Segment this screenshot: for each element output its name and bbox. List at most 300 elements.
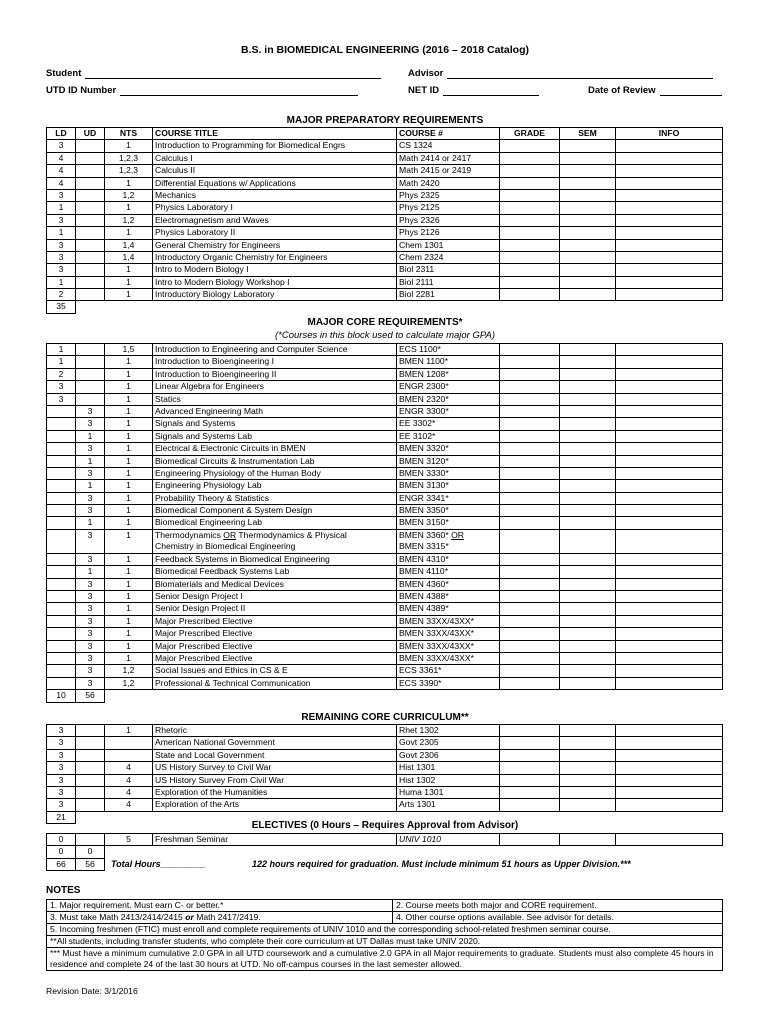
sem-cell[interactable] [560, 393, 616, 405]
grade-cell[interactable] [500, 517, 560, 529]
sem-cell[interactable] [560, 553, 616, 565]
info-cell[interactable] [616, 430, 723, 442]
sem-cell[interactable] [560, 603, 616, 615]
grade-cell[interactable] [500, 834, 560, 846]
nts-cell: 5 [105, 834, 153, 846]
thermo-course-b: BMEN 3315* [399, 540, 449, 551]
advisor-field[interactable] [408, 68, 713, 79]
sem-cell[interactable] [560, 165, 616, 177]
grade-cell[interactable] [500, 189, 560, 201]
grade-cell[interactable] [500, 344, 560, 356]
info-cell[interactable] [616, 529, 723, 553]
ld-cell [47, 443, 76, 455]
nts-cell: 1 [105, 418, 153, 430]
grade-cell[interactable] [500, 652, 560, 664]
sem-cell[interactable] [560, 344, 616, 356]
grade-cell[interactable] [500, 677, 560, 689]
ud-total-cell [76, 301, 105, 313]
info-cell[interactable] [616, 725, 723, 737]
grade-cell[interactable] [500, 467, 560, 479]
sem-cell[interactable] [560, 443, 616, 455]
grade-cell[interactable] [500, 505, 560, 517]
course-title-cell: Introduction to Engineering and Computer Science [153, 344, 397, 356]
info-cell[interactable] [616, 368, 723, 380]
grade-cell[interactable] [500, 603, 560, 615]
grade-cell[interactable] [500, 455, 560, 467]
advisor-label: Advisor [408, 68, 444, 79]
info-cell[interactable] [616, 615, 723, 627]
course-row [47, 799, 723, 811]
sem-header: SEM [560, 128, 616, 140]
grade-cell[interactable] [500, 165, 560, 177]
info-cell[interactable] [616, 381, 723, 393]
ud-cell [76, 725, 105, 737]
sem-cell[interactable] [560, 737, 616, 749]
grade-cell[interactable] [500, 251, 560, 263]
sem-cell[interactable] [560, 665, 616, 677]
info-cell[interactable] [616, 405, 723, 417]
sem-cell[interactable] [560, 677, 616, 689]
course-number-cell: BMEN 3330* [397, 467, 500, 479]
thermo-title-line2: Chemistry in Biomedical Engineering [155, 540, 296, 551]
ld-cell: 1 [47, 356, 76, 368]
course-number-cell: Biol 2111 [397, 276, 500, 288]
nts-cell: 1 [105, 455, 153, 467]
grade-cell[interactable] [500, 264, 560, 276]
info-cell[interactable] [616, 356, 723, 368]
total-row [47, 690, 723, 702]
sem-cell[interactable] [560, 276, 616, 288]
info-cell[interactable] [616, 799, 723, 811]
sem-cell[interactable] [560, 725, 616, 737]
info-cell[interactable] [616, 202, 723, 214]
course-title-cell: Engineering Physiology Lab [153, 480, 397, 492]
course-number-cell: BMEN 3350* [397, 505, 500, 517]
grade-cell[interactable] [500, 725, 560, 737]
info-cell[interactable] [616, 393, 723, 405]
course-number-cell: EE 3102* [397, 430, 500, 442]
info-cell[interactable] [616, 665, 723, 677]
grade-cell[interactable] [500, 177, 560, 189]
info-cell[interactable] [616, 467, 723, 479]
course-title-cell: Introduction to Bioengineering II [153, 368, 397, 380]
grade-cell[interactable] [500, 762, 560, 774]
nts-cell: 1 [105, 368, 153, 380]
student-label: Student [46, 68, 82, 79]
ud-cell: 3 [76, 640, 105, 652]
nts-cell: 1 [105, 640, 153, 652]
nts-cell: 1 [105, 725, 153, 737]
sem-cell[interactable] [560, 774, 616, 786]
info-cell[interactable] [616, 251, 723, 263]
info-header: INFO [616, 128, 723, 140]
grade-cell[interactable] [500, 529, 560, 553]
revision-date: Revision Date: 3/1/2016 [46, 986, 138, 996]
remaining-core-table [46, 724, 723, 824]
course-number-cell: ECS 3390* [397, 677, 500, 689]
course-row [47, 393, 723, 405]
info-cell[interactable] [616, 578, 723, 590]
nts-cell: 4 [105, 799, 153, 811]
info-cell[interactable] [616, 214, 723, 226]
course-number-cell: BMEN 1208* [397, 368, 500, 380]
course-row [47, 152, 723, 164]
ud-cell: 3 [76, 505, 105, 517]
course-number-cell: BMEN 33XX/43XX* [397, 652, 500, 664]
course-number-cell: BMEN 4389* [397, 603, 500, 615]
course-title-cell: Biomedical Engineering Lab [153, 517, 397, 529]
course-title-cell: Calculus I [153, 152, 397, 164]
course-row [47, 640, 723, 652]
info-cell[interactable] [616, 553, 723, 565]
course-title-cell: Biomedical Component & System Design [153, 505, 397, 517]
course-row [47, 455, 723, 467]
course-title-cell: Senior Design Project II [153, 603, 397, 615]
grade-cell[interactable] [500, 430, 560, 442]
info-cell[interactable] [616, 177, 723, 189]
course-row [47, 140, 723, 152]
info-cell[interactable] [616, 276, 723, 288]
course-title-cell: Mechanics [153, 189, 397, 201]
ld-cell: 3 [47, 239, 76, 251]
ud-cell: 1 [76, 480, 105, 492]
ld-cell: 1 [47, 276, 76, 288]
grade-cell[interactable] [500, 578, 560, 590]
date-of-review-field[interactable] [588, 85, 722, 96]
course-row [47, 418, 723, 430]
notes-row [47, 936, 723, 948]
info-cell[interactable] [616, 737, 723, 749]
sem-cell[interactable] [560, 834, 616, 846]
grade-cell[interactable] [500, 356, 560, 368]
course-number-cell: BMEN 4360* [397, 578, 500, 590]
sem-cell[interactable] [560, 480, 616, 492]
grade-cell[interactable] [500, 799, 560, 811]
course-title-cell: Professional & Technical Communication [153, 677, 397, 689]
ud-cell [76, 140, 105, 152]
sem-cell[interactable] [560, 566, 616, 578]
ud-cell: 3 [76, 652, 105, 664]
sem-cell[interactable] [560, 578, 616, 590]
info-cell[interactable] [616, 603, 723, 615]
sem-cell[interactable] [560, 189, 616, 201]
nts-cell: 1,4 [105, 239, 153, 251]
course-number-cell: BMEN 3120* [397, 455, 500, 467]
sem-cell[interactable] [560, 177, 616, 189]
course-title-cell: Differential Equations w/ Applications [153, 177, 397, 189]
course-row [47, 405, 723, 417]
course-title-cell: Major Prescribed Elective [153, 628, 397, 640]
sem-cell[interactable] [560, 652, 616, 664]
ld-cell: 3 [47, 381, 76, 393]
ld-cell: 3 [47, 189, 76, 201]
ud-cell [76, 189, 105, 201]
course-row [47, 480, 723, 492]
info-cell[interactable] [616, 443, 723, 455]
grade-cell[interactable] [500, 214, 560, 226]
info-cell[interactable] [616, 677, 723, 689]
grade-cell[interactable] [500, 566, 560, 578]
grade-cell[interactable] [500, 152, 560, 164]
course-row [47, 202, 723, 214]
sem-cell[interactable] [560, 202, 616, 214]
grade-cell[interactable] [500, 368, 560, 380]
info-cell[interactable] [616, 289, 723, 301]
info-cell[interactable] [616, 566, 723, 578]
ld-cell [47, 505, 76, 517]
ud-cell [76, 165, 105, 177]
nts-cell: 1 [105, 227, 153, 239]
ld-cell [47, 517, 76, 529]
sem-cell[interactable] [560, 762, 616, 774]
info-cell[interactable] [616, 628, 723, 640]
ud-cell: 3 [76, 492, 105, 504]
course-title-cell: Biomedical Feedback Systems Lab [153, 566, 397, 578]
sem-cell[interactable] [560, 615, 616, 627]
course-title-cell: Signals and Systems [153, 418, 397, 430]
info-cell[interactable] [616, 152, 723, 164]
info-cell[interactable] [616, 652, 723, 664]
electives-section-title: ELECTIVES (0 Hours – Requires Approval from Advisor) [251, 820, 519, 831]
info-cell[interactable] [616, 239, 723, 251]
nts-cell: 1,2 [105, 665, 153, 677]
notes-row [47, 900, 723, 912]
grade-cell[interactable] [500, 239, 560, 251]
course-title-cell: Intro to Modern Biology Workshop I [153, 276, 397, 288]
sem-cell[interactable] [560, 356, 616, 368]
remaining-section-title: REMAINING CORE CURRICULUM** [301, 712, 469, 723]
info-cell[interactable] [616, 480, 723, 492]
info-cell[interactable] [616, 786, 723, 798]
course-title-cell: Physics Laboratory II [153, 227, 397, 239]
info-cell[interactable] [616, 140, 723, 152]
grade-cell[interactable] [500, 774, 560, 786]
sem-cell[interactable] [560, 492, 616, 504]
info-cell[interactable] [616, 505, 723, 517]
net-id-field[interactable] [408, 85, 539, 96]
course-row [47, 165, 723, 177]
sem-cell[interactable] [560, 628, 616, 640]
info-cell[interactable] [616, 264, 723, 276]
course-title-cell: Intro to Modern Biology I [153, 264, 397, 276]
student-field[interactable] [46, 68, 381, 79]
note-1: 1. Major requirement. Must earn C- or better.* [47, 900, 393, 912]
sem-cell[interactable] [560, 381, 616, 393]
grade-cell[interactable] [500, 140, 560, 152]
course-row [47, 628, 723, 640]
grade-cell[interactable] [500, 443, 560, 455]
sem-cell[interactable] [560, 264, 616, 276]
grade-cell[interactable] [500, 640, 560, 652]
info-cell[interactable] [616, 749, 723, 761]
core-section-title: MAJOR CORE REQUIREMENTS* [307, 317, 463, 328]
ud-header: UD [76, 128, 105, 140]
sem-cell[interactable] [560, 418, 616, 430]
sem-cell[interactable] [560, 152, 616, 164]
info-cell[interactable] [616, 189, 723, 201]
sem-cell[interactable] [560, 227, 616, 239]
grade-cell[interactable] [500, 276, 560, 288]
sem-cell[interactable] [560, 140, 616, 152]
ud-cell: 3 [76, 628, 105, 640]
ld-cell [47, 467, 76, 479]
ud-cell [76, 177, 105, 189]
course-title-cell: US History Survey to Civil War [153, 762, 397, 774]
total-hours-label[interactable]: Total Hours_________ [111, 859, 206, 869]
nts-cell: 1 [105, 652, 153, 664]
ld-cell [47, 566, 76, 578]
sem-cell[interactable] [560, 640, 616, 652]
course-number-cell: BMEN 1100* [397, 356, 500, 368]
grade-cell[interactable] [500, 480, 560, 492]
course-row [47, 665, 723, 677]
course-title-cell: Signals and Systems Lab [153, 430, 397, 442]
notes-title: NOTES [46, 885, 81, 896]
grade-cell[interactable] [500, 591, 560, 603]
course-row [47, 505, 723, 517]
sem-cell[interactable] [560, 749, 616, 761]
sem-cell[interactable] [560, 467, 616, 479]
info-cell[interactable] [616, 165, 723, 177]
grade-cell[interactable] [500, 749, 560, 761]
info-cell[interactable] [616, 591, 723, 603]
nts-cell: 4 [105, 762, 153, 774]
nts-cell: 1 [105, 381, 153, 393]
nts-cell [105, 737, 153, 749]
note-3-text-b: Math 2417/2419. [193, 912, 261, 922]
sem-cell[interactable] [560, 405, 616, 417]
sem-cell[interactable] [560, 799, 616, 811]
ld-cell: 3 [47, 786, 76, 798]
sem-cell[interactable] [560, 430, 616, 442]
grade-cell[interactable] [500, 615, 560, 627]
course-row [47, 430, 723, 442]
course-number-cell: UNIV 1010 [397, 834, 500, 846]
course-number-cell: BMEN 3130* [397, 480, 500, 492]
sem-cell[interactable] [560, 368, 616, 380]
ud-cell: 3 [76, 578, 105, 590]
sem-cell[interactable] [560, 289, 616, 301]
ud-cell [76, 393, 105, 405]
grade-cell[interactable] [500, 202, 560, 214]
grade-cell[interactable] [500, 405, 560, 417]
ld-cell [47, 603, 76, 615]
course-number-cell: Phys 2125 [397, 202, 500, 214]
grade-cell[interactable] [500, 628, 560, 640]
ld-cell: 3 [47, 749, 76, 761]
course-title-cell: Calculus II [153, 165, 397, 177]
grade-cell[interactable] [500, 393, 560, 405]
sem-cell[interactable] [560, 517, 616, 529]
ld-cell: 2 [47, 368, 76, 380]
ld-cell: 3 [47, 774, 76, 786]
course-title-cell: Linear Algebra for Engineers [153, 381, 397, 393]
nts-cell: 1,2 [105, 189, 153, 201]
ud-total-cell: 0 [76, 846, 105, 858]
info-cell[interactable] [616, 344, 723, 356]
info-cell[interactable] [616, 762, 723, 774]
info-cell[interactable] [616, 834, 723, 846]
nts-cell: 1 [105, 578, 153, 590]
nts-cell: 1 [105, 264, 153, 276]
info-cell[interactable] [616, 774, 723, 786]
course-title-cell: Electrical & Electronic Circuits in BMEN [153, 443, 397, 455]
ud-cell [76, 749, 105, 761]
grade-cell[interactable] [500, 492, 560, 504]
nts-cell: 1 [105, 492, 153, 504]
info-cell[interactable] [616, 227, 723, 239]
grade-cell[interactable] [500, 786, 560, 798]
grade-cell[interactable] [500, 289, 560, 301]
course-row [47, 578, 723, 590]
course-row [47, 227, 723, 239]
sem-cell[interactable] [560, 505, 616, 517]
ld-cell: 3 [47, 737, 76, 749]
nts-cell: 1 [105, 529, 153, 553]
nts-cell: 1 [105, 276, 153, 288]
grade-cell[interactable] [500, 381, 560, 393]
ud-cell: 1 [76, 517, 105, 529]
course-title-cell: Statics [153, 393, 397, 405]
grade-cell[interactable] [500, 227, 560, 239]
ld-cell: 4 [47, 177, 76, 189]
grade-cell[interactable] [500, 665, 560, 677]
course-row [47, 189, 723, 201]
ud-cell [76, 251, 105, 263]
nts-cell: 1 [105, 553, 153, 565]
course-title-cell: Introductory Organic Chemistry for Engineers [153, 251, 397, 263]
course-row [47, 591, 723, 603]
ld-cell: 3 [47, 140, 76, 152]
course-row [47, 239, 723, 251]
ld-cell [47, 591, 76, 603]
sem-cell[interactable] [560, 239, 616, 251]
course-row [47, 786, 723, 798]
info-cell[interactable] [616, 640, 723, 652]
sem-cell[interactable] [560, 214, 616, 226]
course-row [47, 737, 723, 749]
utd-id-label: UTD ID Number [46, 85, 117, 96]
ud-cell [76, 762, 105, 774]
ud-cell [76, 289, 105, 301]
info-cell[interactable] [616, 418, 723, 430]
ud-total-cell: 56 [76, 858, 105, 870]
ld-cell: 3 [47, 214, 76, 226]
sem-cell[interactable] [560, 251, 616, 263]
ud-total-cell: 56 [76, 690, 105, 702]
grade-cell[interactable] [500, 418, 560, 430]
course-number-cell: BMEN 2320* [397, 393, 500, 405]
ud-cell: 3 [76, 405, 105, 417]
sem-cell[interactable] [560, 786, 616, 798]
info-cell[interactable] [616, 492, 723, 504]
nts-cell: 1 [105, 430, 153, 442]
sem-cell[interactable] [560, 591, 616, 603]
nts-cell: 1 [105, 505, 153, 517]
info-cell[interactable] [616, 455, 723, 467]
course-number-cell: Phys 2325 [397, 189, 500, 201]
info-cell[interactable] [616, 517, 723, 529]
grade-cell[interactable] [500, 737, 560, 749]
course-number-cell: Math 2414 or 2417 [397, 152, 500, 164]
course-title-cell: Introductory Biology Laboratory [153, 289, 397, 301]
page-title: B.S. in BIOMEDICAL ENGINEERING (2016 – 2018 Catalog) [240, 44, 530, 56]
grade-cell[interactable] [500, 553, 560, 565]
sem-cell[interactable] [560, 455, 616, 467]
utd-id-field[interactable] [46, 85, 358, 96]
course-number-cell: ECS 1100* [397, 344, 500, 356]
sem-cell[interactable] [560, 529, 616, 553]
